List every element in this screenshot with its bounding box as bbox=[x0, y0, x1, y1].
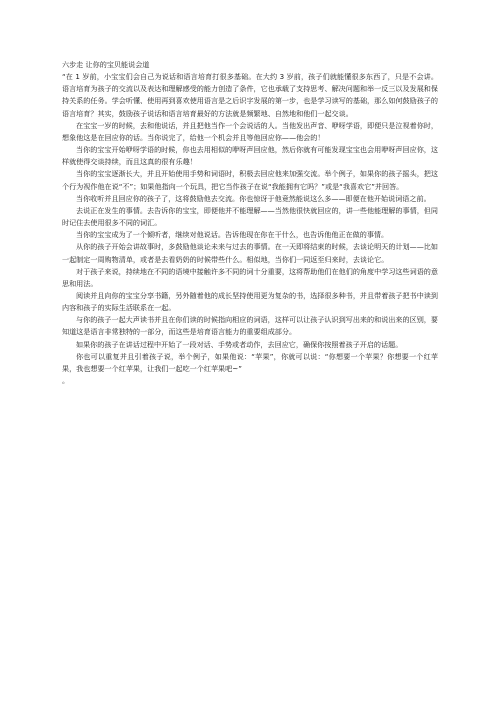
paragraph: 当你的宝宝开始咿呀学语的时候，你也去用相似的咿呀声回应他，然后你就有可能发现宝宝也会用咿呀声回应你，这样就使得交谈持续，而且这真的很有乐趣！ bbox=[62, 145, 438, 167]
paragraph: 当你的宝宝逐渐长大，并且开始使用手势和词语时，积极去回应他来加强交流。举个例子，如果你的孩子摇头，把这个行为视作他在说“不”；如果他指向一个玩具，把它当作孩子在说“我能拥有它吗？”或是“我喜欢它”并回答。 bbox=[62, 169, 438, 191]
document-body bbox=[62, 59, 438, 387]
paragraph: 去说正在发生的事情。去告诉你的宝宝，即便他并不能理解——当然他很快就回应的，讲一些他能理解的事情，但同时记住去使用很多不同的词汇。 bbox=[62, 205, 438, 228]
paragraph: 对于孩子来说，持续地在不同的语境中接触许多不同的词十分重要，这将帮助他们在他们的角度中学习这些词语的意思和用法。 bbox=[62, 266, 438, 288]
trailing-mark: 。 bbox=[62, 376, 70, 386]
paragraph: 从你的孩子开始会讲故事时，多鼓励他谈论未来与过去的事情。在一天即将结束的时候，去谈论明天的计划——比如一起制定一周购物清单，或者是去看奶奶的时候带些什么。相似地，当你们一同返至归来时，去谈论它。 bbox=[62, 242, 438, 264]
paragraph: 当你收听并且回应你的孩子了，这将鼓励他去交流。你也惊讶于他竟然能说这么多——即便在他开始说词语之前。 bbox=[76, 193, 431, 203]
paragraph: 如果你的孩子在讲话过程中开始了一段对话、手势或者动作，去回应它，确保你按照着孩子开启的话题。 bbox=[76, 339, 403, 349]
document-title: 六步走 让你的宝贝能说会道 bbox=[62, 60, 150, 69]
paragraph: 当你的宝宝成为了一个倾听者，继续对他说话。告诉他现在你在干什么，也告诉他他正在做的事情。 bbox=[76, 230, 389, 240]
paragraph: 阅读并且向你的宝宝分享书籍，另外随着他的成长坚持使用更为复杂的书，选择很多种书，并且带着孩子把书中读到内容和孩子的实际生活联系在一起。 bbox=[62, 290, 438, 313]
paragraph: 在宝宝一岁的时候，去和他说话，并且把他当作一个会说话的人。当他发出声音、咿呀学语，即便只是泣视着你时，想象他这是在回应你的话。当你说完了，给他一个机会并且等他回应你——他会的！ bbox=[62, 120, 438, 142]
paragraph: 与你的孩子一起大声读书并且在你们读的时候指向相应的词语，这样可以让孩子认识到写出来的和说出来的区别，要知道这是语言非常独特的一部分，而这些是培育语言能力的重要组成部分。 bbox=[62, 315, 438, 337]
paragraph: “在 1 岁前，小宝宝们会自己为说话和语言培育打很多基础。在大约 3 岁前，孩子们就能懂很多东西了，只是不会讲。语言培育为孩子的交流以及表达和理解感受的能力创造了条件，它也承载了支持思考、解决问题和举一反三以及发展和保持关系的任务。学会听懂、使用再到喜欢使用语言是之后识字发展的第一步，也是学习读写的基础，那么如何鼓励孩子的语言培育？其实，鼓励孩子说话和语言培育最好的方法就是频繁地、自然地和他们一起交谈。 bbox=[62, 72, 438, 118]
paragraph: 你也可以重复并且引着孩子说，举个例子，如果他说：“苹果”，你就可以说：“你想要一个苹果？你想要一个红苹果，我也想要一个红苹果，让我们一起吃一个红苹果吧~” bbox=[62, 351, 438, 373]
